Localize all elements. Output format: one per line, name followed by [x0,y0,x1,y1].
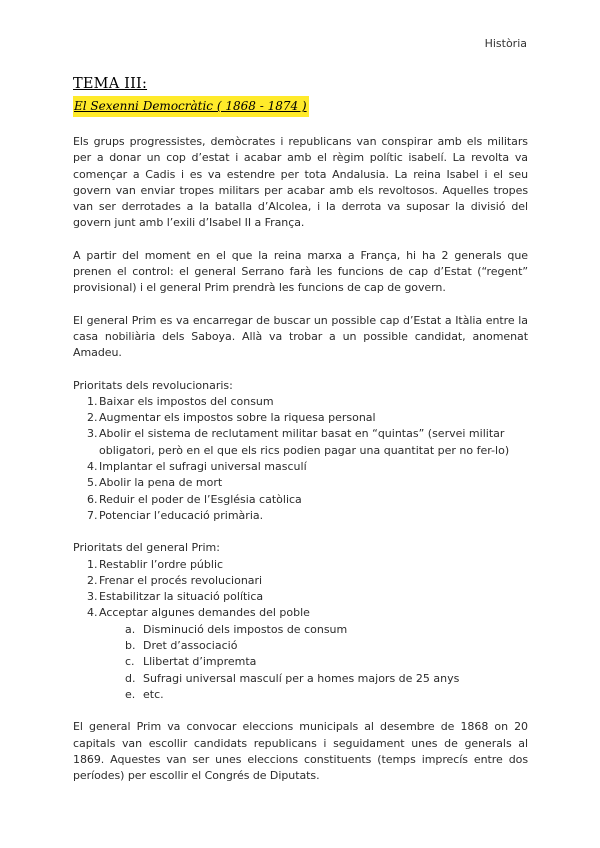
list-marker: 2. [87,411,98,425]
sublist-item [99,687,528,703]
list-marker: 2. [87,573,98,587]
list-item-text: Acceptar algunes demandes del poble [99,606,310,620]
paragraph-2: A partir del moment en el que la reina marxa a França, hi ha 2 generals que prenen el control: el general Serrano farà les funcions de cap d’Estat (“regent” provisional) i el general Prim prendrà les funcions de cap de govern. [73,248,528,295]
list-marker: 6. [87,492,98,506]
list-item-text: Baixar els impostos del consum [99,394,274,408]
sublist-item-text: Llibertat d’impremta [143,655,257,669]
sublist-item [99,622,528,638]
prim-list [73,557,528,704]
prim-list-title: Prioritats del general Prim: [73,541,220,555]
list-item-text: Restablir l’ordre públic [99,557,224,571]
header-subject: Història [484,37,527,50]
list-marker: 7. [87,508,98,522]
sublist-marker: d. [125,671,136,685]
sublist-marker: c. [125,655,135,669]
list-item-text: Reduir el poder de l’Església catòlica [99,492,302,506]
chapter-title: TEMA III: [73,76,148,92]
paragraph-1: Els grups progressistes, demòcrates i republicans van conspirar amb els militars per a donar un cop d’estat i acabar amb el règim polític isabelí. La revolta va començar a Cadis i es va estendre per tota Andalusia. La reina Isabel i el seu govern van enviar tropes militars per acabar amb els revoltosos. Aquelles tropes van ser derrotades a la batalla d’Alcolea, i la derrota va suposar la divisió del govern junt amb l’exili d’Isabel II a França. [73,135,528,230]
list-marker: 1. [87,394,98,408]
paragraph-3: El general Prim es va encarregar de buscar un possible cap d’Estat a Itàlia entre la casa nobiliària dels Saboya. Allà va trobar a un possible candidat, anomenat Amadeu. [73,313,528,360]
list-item-text: Implantar el sufragi universal masculí [99,460,307,474]
list-item [73,605,528,703]
list-item [73,410,528,426]
list-marker: 4. [87,460,98,474]
body-text [73,134,528,800]
list-item [73,459,528,475]
list-item-text: Potenciar l’educació primària. [99,508,264,522]
revolucionaris-list-title: Prioritats dels revolucionaris: [73,378,233,392]
title-block [73,74,533,117]
sublist-marker: a. [125,622,136,636]
sublist-item-text: Dret d’associació [143,639,238,653]
sublist-item-text: Sufragi universal masculí per a homes majors de 25 anys [143,671,460,685]
list-item [73,557,528,573]
prim-sublist [99,622,528,703]
list-marker: 3. [87,427,98,441]
list-marker: 1. [87,557,98,571]
list-item-text: Estabilitzar la situació política [99,590,264,604]
sublist-marker: e. [125,687,136,701]
sublist-item-text: Disminució dels impostos de consum [143,622,348,636]
sublist-marker: b. [125,639,136,653]
list-item [73,426,528,459]
list-item [73,589,528,605]
sublist-item [99,638,528,654]
list-item-text: Abolir el sistema de reclutament militar basat en “quintas” (servei militar obligatori, però en el que els rics podien pagar una quantitat per no fer-lo) [99,427,510,457]
list-item [73,475,528,491]
sublist-item [99,654,528,670]
chapter-subtitle-highlighted: El Sexenni Democràtic ( 1868 - 1874 ) [73,96,309,117]
list-marker: 3. [87,590,98,604]
closing-paragraph: El general Prim va convocar eleccions municipals al desembre de 1868 on 20 capitals van escollir candidats republicans i seguidament unes de generals al 1869. Aquestes van ser unes eleccions constituents (temps imprecís entre dos períodes) per escollir el Congrés de Diputats. [73,720,528,783]
sublist-item [99,671,528,687]
list-marker: 4. [87,606,98,620]
list-item-text: Abolir la pena de mort [99,476,223,490]
list-item-text: Frenar el procés revolucionari [99,573,263,587]
list-item [73,508,528,524]
list-item [73,492,528,508]
list-item [73,394,528,410]
list-item [73,573,528,589]
revolucionaris-list [73,394,528,524]
sublist-item-text: etc. [143,687,164,701]
list-marker: 5. [87,476,98,490]
list-item-text: Augmentar els impostos sobre la riquesa personal [99,411,376,425]
